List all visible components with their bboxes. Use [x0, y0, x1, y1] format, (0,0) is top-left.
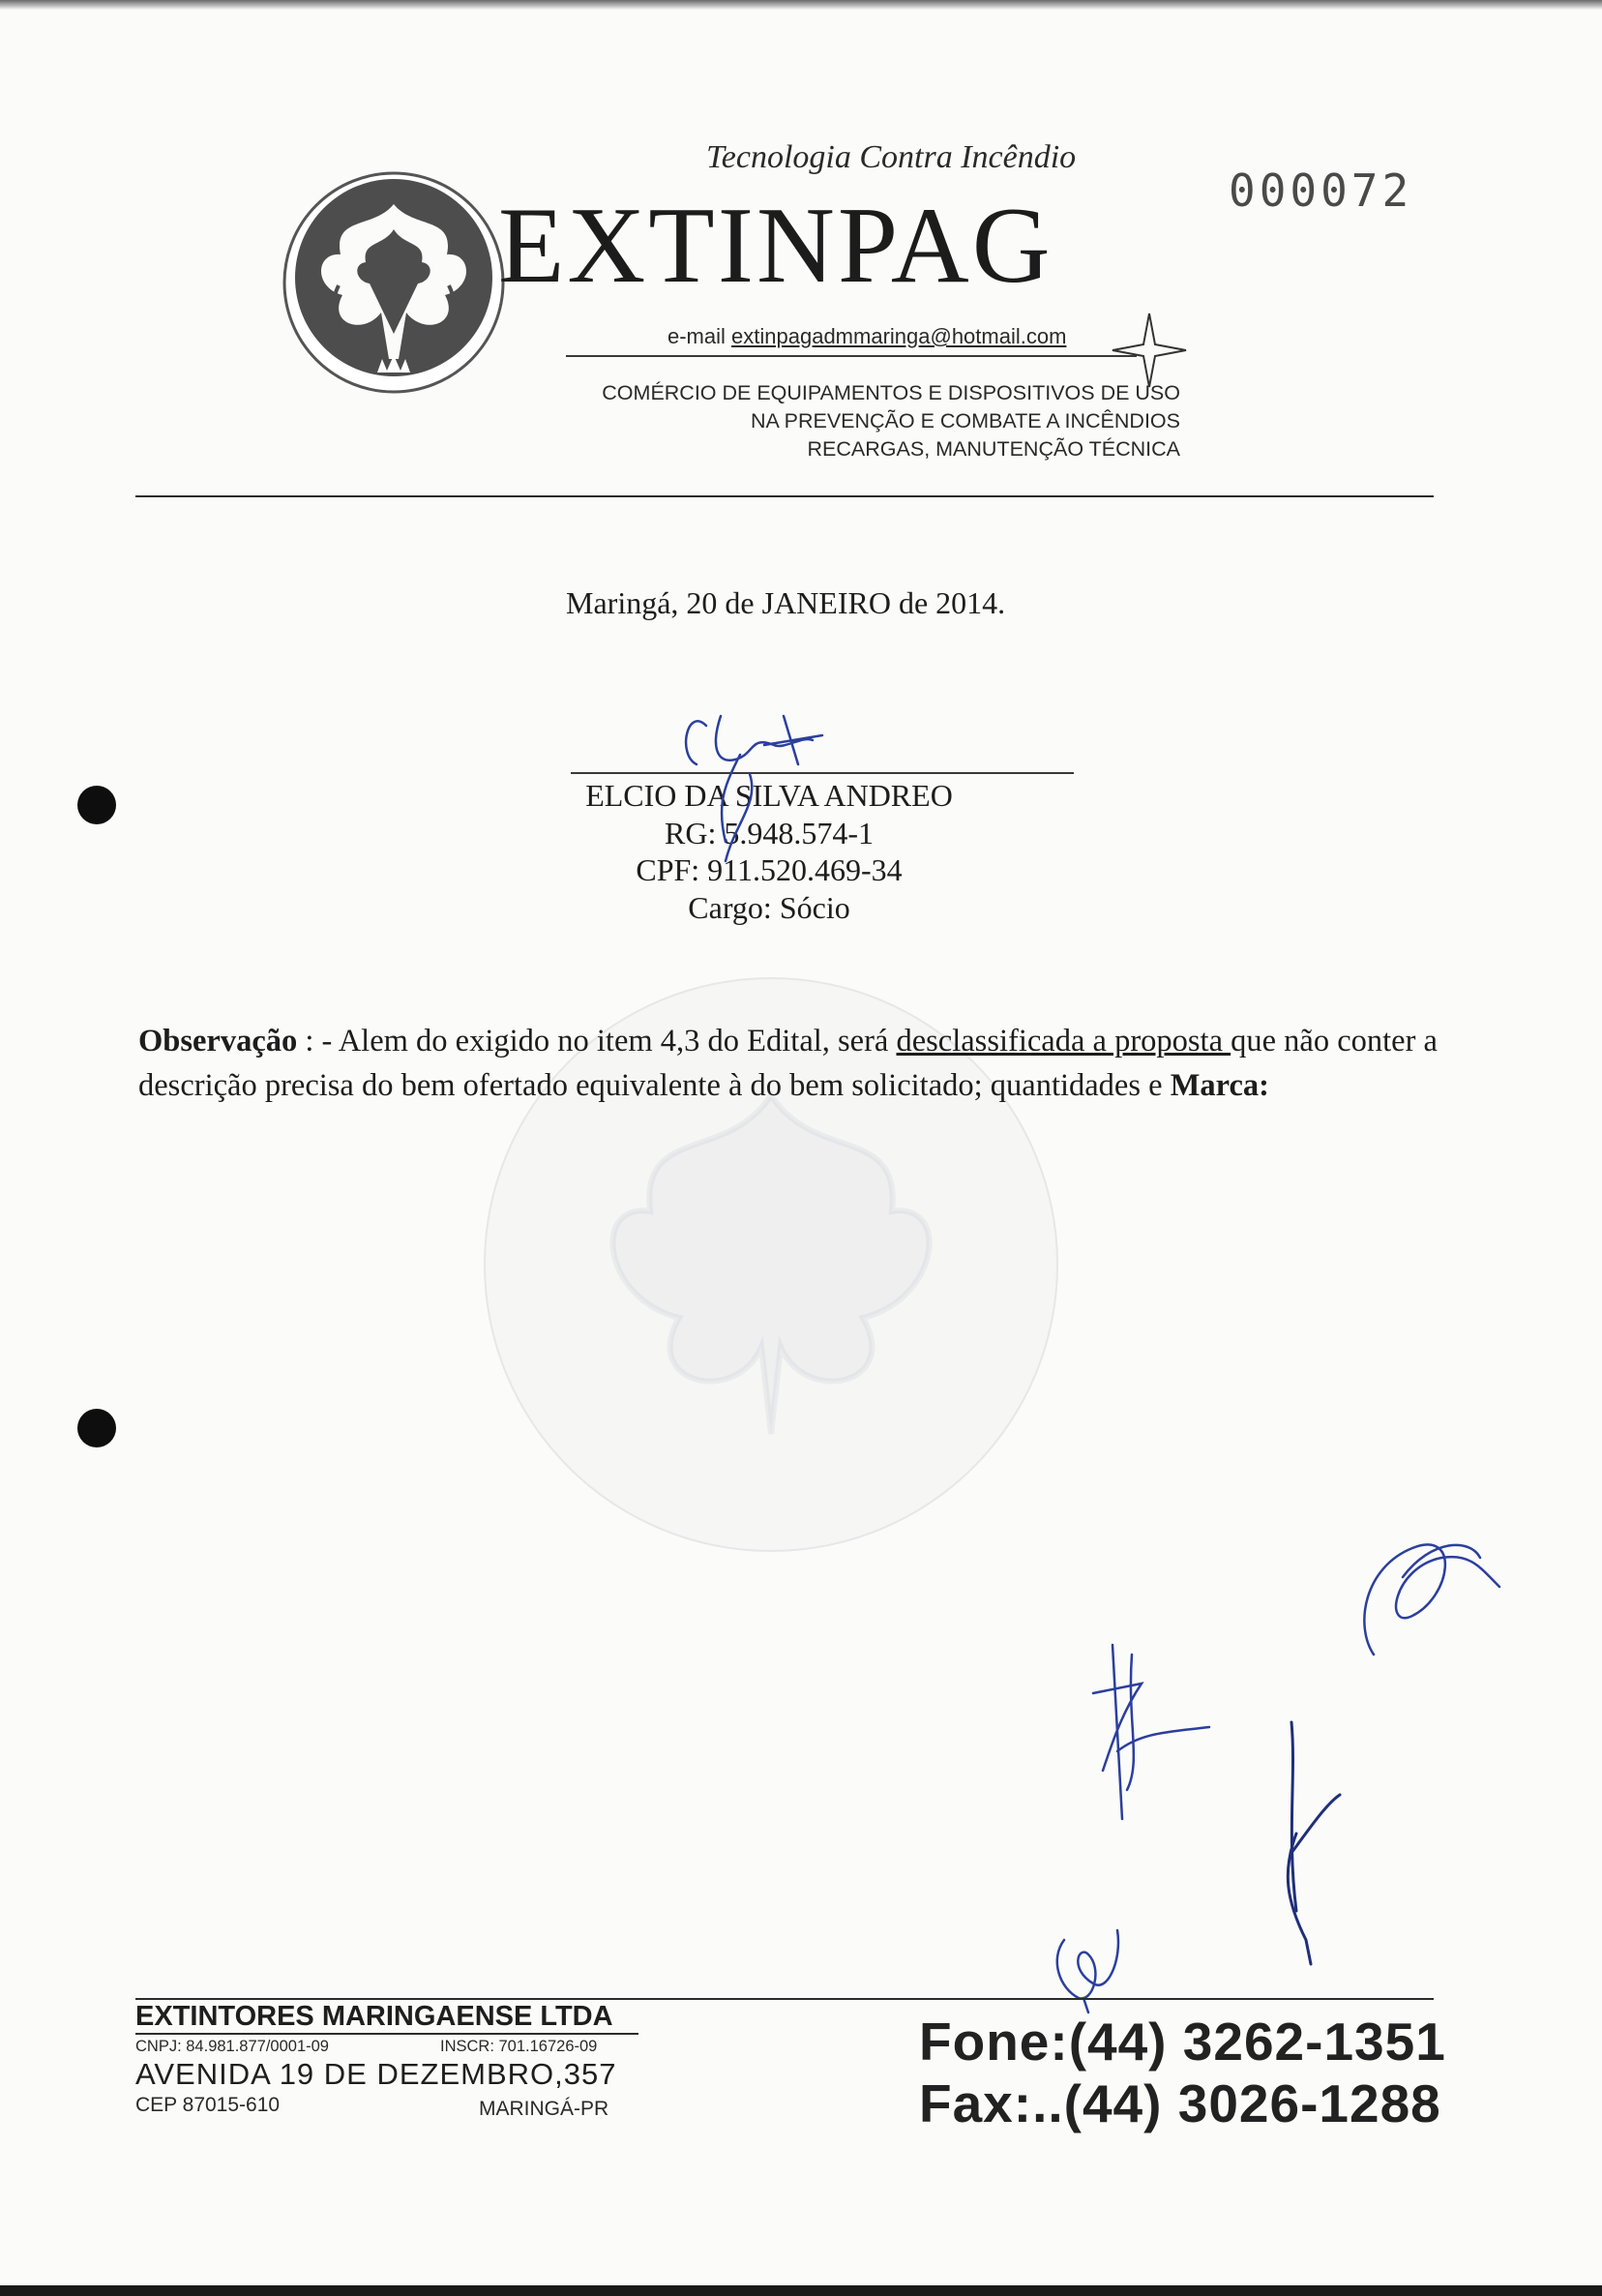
- activity-line: NA PREVENÇÃO E COMBATE A INCÊNDIOS: [750, 409, 1180, 433]
- footer-fax: Fax:..(44) 3026-1288: [919, 2073, 1441, 2134]
- date-line: Maringá, 20 de JANEIRO de 2014.: [566, 585, 1006, 620]
- footer-phone: Fone:(44) 3262-1351: [919, 2012, 1446, 2072]
- footer-city: MARINGÁ-PR: [479, 2098, 609, 2120]
- email-label: e-mail: [668, 324, 726, 348]
- company-logo: [281, 169, 508, 402]
- punch-hole: [77, 1409, 116, 1447]
- footer-company-underline: [135, 2033, 638, 2035]
- footer-cnpj: CNPJ: 84.981.877/0001-09: [135, 2038, 329, 2055]
- footer-inscr: INSCR: 701.16726-09: [440, 2038, 598, 2055]
- note-underlined: desclassificada a proposta: [896, 1024, 1231, 1059]
- footer-company-name: EXTINTORES MARINGAENSE LTDA: [135, 2001, 613, 2032]
- observation-note: [138, 1019, 1444, 1108]
- footer-address: AVENIDA 19 DE DEZEMBRO,357: [135, 2057, 617, 2091]
- initials-signature: [1335, 1509, 1509, 1679]
- scan-top-edge: [0, 0, 1602, 10]
- small-initials-signature: [1035, 1911, 1142, 2022]
- header-divider: [135, 495, 1434, 497]
- signer-rg: RG: 5.948.574-1: [665, 815, 874, 850]
- signer-signature: [668, 697, 842, 885]
- activity-line: RECARGAS, MANUTENÇÃO TÉCNICA: [807, 437, 1180, 462]
- footer-contacts: [919, 2011, 1446, 2135]
- note-text-cont: que não conter a descrição precisa do bem ofertado equivalente à do bem solicitado; quantidades e: [138, 1024, 1438, 1104]
- rubric-signature: [1083, 1635, 1229, 1834]
- rubric-signature: [1258, 1717, 1345, 1974]
- note-bold-end: Marca:: [1170, 1068, 1269, 1104]
- signer-name: ELCIO DA SILVA ANDREO: [585, 778, 953, 813]
- email-address[interactable]: extinpagadmmaringa@hotmail.com: [731, 324, 1067, 348]
- activity-line: COMÉRCIO DE EQUIPAMENTOS E DISPOSITIVOS DE USO: [602, 381, 1180, 404]
- note-label: Observação: [138, 1024, 298, 1059]
- tagline: Tecnologia Contra Incêndio: [706, 139, 1077, 175]
- signer-cpf: CPF: 911.520.469-34: [636, 852, 903, 888]
- email-line: [668, 324, 1066, 349]
- activity-description: [435, 379, 1180, 463]
- punch-hole: [77, 786, 116, 824]
- footer-cep: CEP 87015-610: [135, 2094, 281, 2116]
- signer-role: Cargo: Sócio: [688, 890, 850, 926]
- email-rule: [566, 355, 1137, 357]
- footer-divider: [135, 1998, 1434, 2000]
- document-number: 000072: [1229, 164, 1413, 217]
- brand-name: EXTINPAG: [498, 186, 1053, 306]
- scan-bottom-edge: [0, 2285, 1602, 2296]
- note-text: : - Alem do exigido no item 4,3 do Edital, será: [297, 1024, 897, 1059]
